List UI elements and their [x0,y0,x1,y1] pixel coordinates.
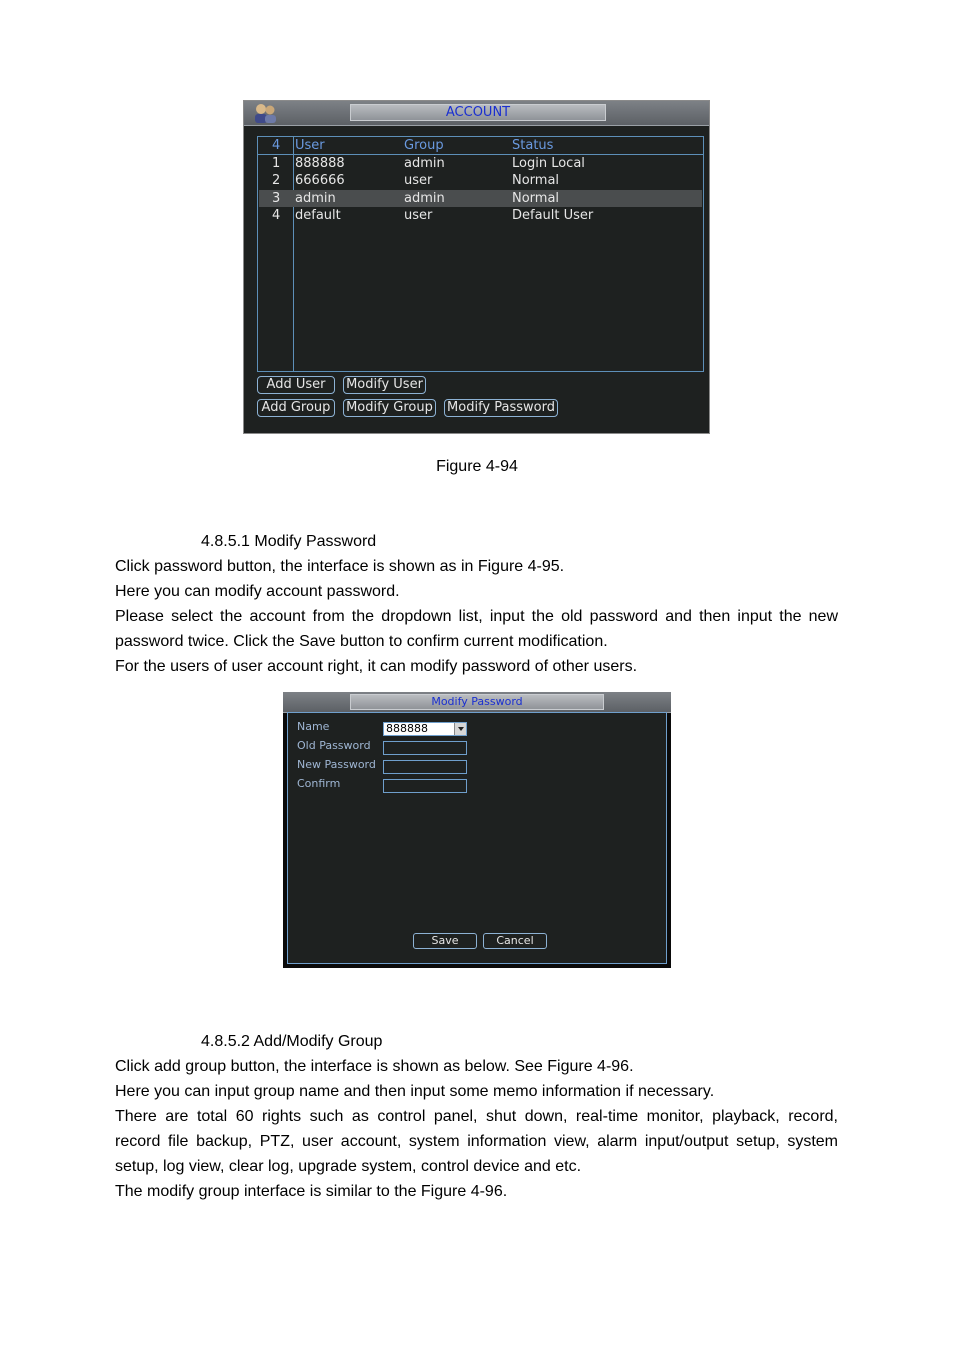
paragraph-line: For the users of user account right, it can modify password of other users. [115,658,638,675]
row-status: Login Local [512,156,585,171]
name-dropdown[interactable] [383,722,467,736]
modify-password-window [283,692,671,968]
account-table [257,136,704,372]
paragraph-line: Click password button, the interface is shown as in Figure 4-95. [115,558,565,575]
paragraph-line: Here you can input group name and then input some memo information if necessary. [115,1083,715,1100]
modify-user-button[interactable]: Modify User [343,376,426,394]
confirm-password-input[interactable] [383,779,467,793]
column-header-status: Status [512,138,554,153]
old-password-label: Old Password [297,739,371,752]
users-icon [252,102,278,124]
row-status: Normal [512,173,560,188]
name-dropdown-value: 888888 [386,722,428,735]
row-user: admin [295,191,336,206]
account-titlebar [244,101,709,126]
row-number: 2 [272,173,281,188]
paragraph-line: Click add group button, the interface is shown as below. See Figure 4-96. [115,1058,634,1075]
paragraph-line: Here you can modify account password. [115,583,400,600]
modify-password-button[interactable]: Modify Password [444,399,558,417]
row-number: 4 [272,208,281,223]
paragraph-line: The modify group interface is similar to the Figure 4-96. [115,1183,508,1200]
paragraph-line: There are total 60 rights such as control panel, shut down, real-time monitor, playback, record, [115,1108,838,1125]
confirm-label: Confirm [297,777,341,790]
modify-password-title: Modify Password [350,694,604,710]
new-password-input[interactable] [383,760,467,774]
paragraph-line: setup, log view, clear log, upgrade system, control device and etc. [115,1158,582,1175]
paragraph-line: Please select the account from the dropdown list, input the old password and then input the new [115,608,838,625]
modify-group-button[interactable]: Modify Group [343,399,436,417]
account-window [243,100,710,434]
row-user: 666666 [295,173,345,188]
column-header-group: Group [404,138,444,153]
section-heading: 4.8.5.1 Modify Password [201,533,377,550]
row-group: admin [404,156,445,171]
row-status: Default User [512,208,594,223]
paragraph-line: record file backup, PTZ, user account, system information view, alarm input/output setup, system [115,1133,838,1150]
column-header-user: User [295,138,325,153]
save-button[interactable]: Save [413,933,477,949]
row-number: 3 [272,191,281,206]
new-password-label: New Password [297,758,376,771]
old-password-input[interactable] [383,741,467,755]
modify-password-titlebar [283,692,671,713]
row-group: user [404,173,433,188]
chevron-down-icon[interactable] [454,723,466,735]
figure-caption: Figure 4-94 [436,458,518,475]
section-heading: 4.8.5.2 Add/Modify Group [201,1033,383,1050]
modify-password-panel [287,712,667,964]
paragraph-line: password twice. Click the Save button to confirm current modification. [115,633,608,650]
row-user: 888888 [295,156,345,171]
row-group: admin [404,191,445,206]
row-group: user [404,208,433,223]
row-user: default [295,208,341,223]
account-title: ACCOUNT [350,104,606,121]
cancel-button[interactable]: Cancel [483,933,547,949]
add-user-button[interactable]: Add User [257,376,335,394]
name-label: Name [297,720,330,733]
add-group-button[interactable]: Add Group [257,399,335,417]
row-number: 1 [272,156,281,171]
row-status: Normal [512,191,560,206]
count-header: 4 [272,138,281,153]
